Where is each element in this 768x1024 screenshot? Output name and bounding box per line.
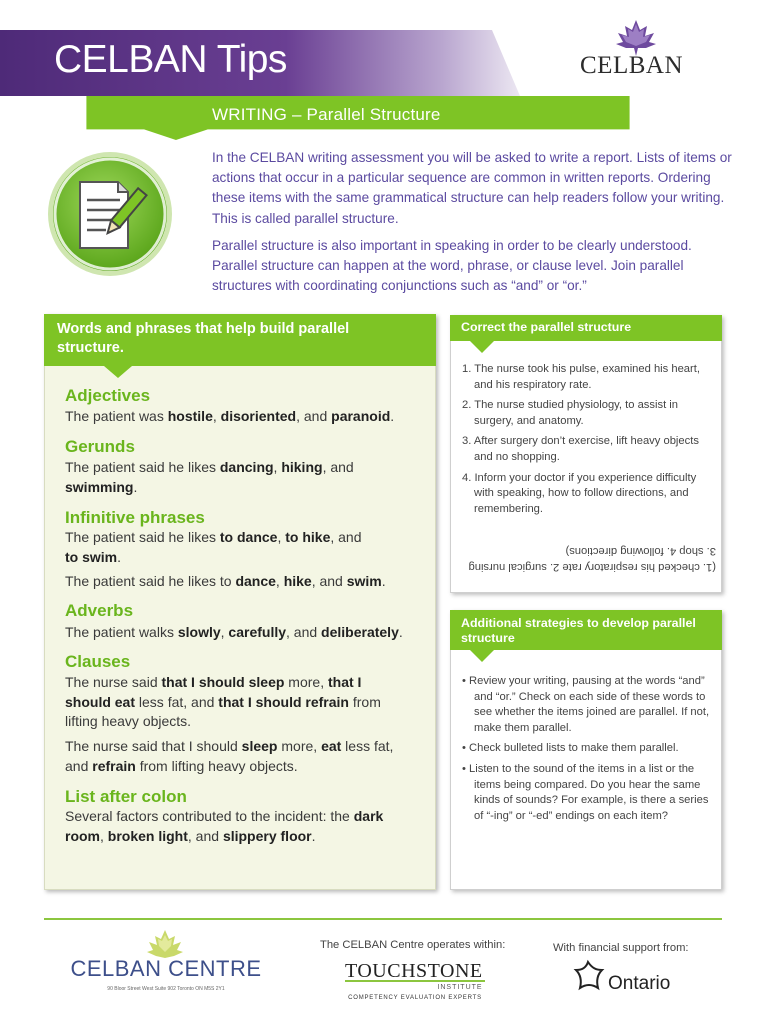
correct-box-list [462,362,716,522]
touchstone-tagline: COMPETENCY EVALUATION EXPERTS [348,995,482,1001]
touchstone-institute-logo [340,955,490,1005]
example-list-after-colon: Several factors contributed to the incident: the dark room, broken light, and slippery floor. [65,808,384,844]
list-item: • Listen to the sound of the items in a list or the items being compared. Do you hear the same kinds of sounds? For example, is there a series of “-ing” or “-ed” endings on each item? [462,762,709,822]
list-item: • Review your writing, pausing at the words “and” and “or.” Check on each side of these words to see whether the items joined are parallel. If not, make them parallel. [462,675,710,734]
celban-centre-logo [62,928,272,998]
list-item: 4. Inform your doctor if you experience difficulty with speaking, how to follow directions, and remembering. [462,471,697,515]
list-item: 3. After surgery don’t exercise, lift heavy objects and no shopping. [462,435,699,463]
section-list-after-colon: List after colon [65,787,187,806]
section-clauses: Clauses [65,652,131,671]
celban-logo-text: CELBAN [580,52,683,79]
list-item: 1. The nurse took his pulse, examined his heart, and his respiratory rate. [462,363,700,391]
example-infinitive-2: The patient said he likes to dance, hike, and swim. [65,573,386,589]
intro-paragraph-2: Parallel structure is also important in speaking in order to be clearly understood. Parallel structure can happen at the word, phrase, or clause level. Join parallel structures with coordinating conjunctions such as “and” or “or.” [212,238,692,294]
intro-paragraph-1: In the CELBAN writing assessment you will be asked to write a report. Lists of items or actions that occur in a particular sequence are common in written reports. Ordering these items with the same grammatical structure can help readers follow your writing. This is called parallel structure. [212,150,732,226]
footer-divider [44,918,722,920]
celban-centre-address: 90 Bloor Street West Suite 902 Toronto ON M5S 2Y1 [107,986,225,992]
document-pencil-icon [46,150,174,278]
section-adverbs: Adverbs [65,601,134,620]
page-title: CELBAN Tips [54,38,287,81]
example-infinitive-1: The patient said he likes to dance, to hike, and to swim. [65,529,362,565]
celban-centre-wordmark: CELBAN CENTRE [70,956,262,981]
upside-down-answers: (1. checked his respiratory rate 2. surgical nursing 3. shop 4. following directions) [468,545,716,574]
correct-box-heading: Correct the parallel structure [461,320,632,334]
example-adjectives: The patient was hostile, disoriented, and paranoid. [65,408,395,424]
list-item: • Check bulleted lists to make them parallel. [462,742,679,755]
example-adverbs: The patient walks slowly, carefully, and deliberately. [65,624,403,640]
section-infinitive-phrases: Infinitive phrases [65,508,205,527]
strategies-box-heading: Additional strategies to develop parallel structure [461,616,696,645]
example-clauses-1: The nurse said that I should sleep more, that I should eat less fat, and that I should refrain from lifting heavy objects. [65,674,381,729]
ontario-logo [570,958,685,998]
example-gerunds: The patient said he likes dancing, hiking, and swimming. [65,459,354,495]
section-gerunds: Gerunds [65,437,135,456]
touchstone-institute-text: INSTITUTE [437,984,483,991]
example-clauses-2: The nurse said that I should sleep more, eat less fat, and refrain from lifting heavy objects. [65,738,394,774]
touchstone-wordmark: TOUCHSTONE [345,960,483,982]
financial-support-caption: With financial support from: [553,942,689,954]
ontario-wordmark: Ontario [608,973,671,994]
strategies-list [462,674,712,829]
page-subtitle: WRITING – Parallel Structure [212,105,441,124]
operates-within-caption: The CELBAN Centre operates within: [320,939,506,951]
list-item: 2. The nurse studied physiology, to assist in surgery, and anatomy. [462,399,678,427]
left-box-heading: Words and phrases that help build parallel structure. [57,321,350,356]
section-adjectives: Adjectives [65,386,151,405]
